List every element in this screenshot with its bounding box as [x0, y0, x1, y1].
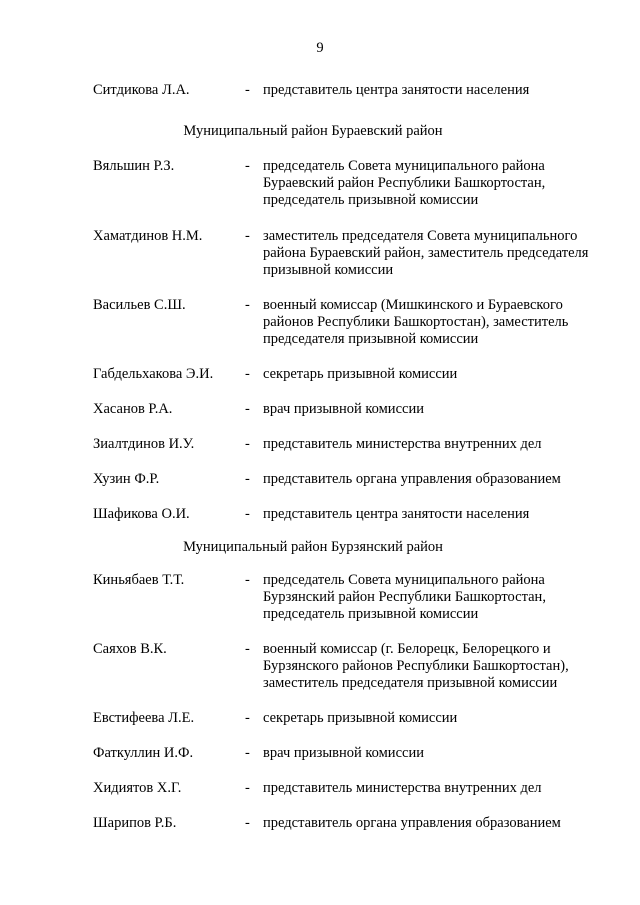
member-name: Евстифеева Л.Е. — [93, 710, 195, 726]
member-name: Хасанов Р.А. — [93, 401, 173, 417]
member-name: Шарипов Р.Б. — [93, 815, 177, 831]
member-name: Вяльшин Р.З. — [93, 158, 175, 174]
member-row — [93, 506, 633, 523]
separator-dash: - — [245, 471, 250, 487]
page-number: 9 — [316, 40, 324, 56]
member-row — [93, 82, 633, 99]
separator-dash: - — [245, 780, 250, 796]
member-name: Зиалтдинов И.У. — [93, 436, 195, 452]
separator-dash: - — [245, 158, 250, 174]
member-role: представитель органа управления образованием — [263, 815, 561, 831]
member-name: Васильев С.Ш. — [93, 297, 186, 313]
member-name: Хаматдинов Н.М. — [93, 228, 203, 244]
separator-dash: - — [245, 82, 250, 98]
member-role: представитель министерства внутренних дел — [263, 436, 542, 452]
member-role: представитель органа управления образованием — [263, 471, 561, 487]
separator-dash: - — [245, 401, 250, 417]
separator-dash: - — [245, 228, 250, 244]
separator-dash: - — [245, 366, 250, 382]
member-row — [93, 572, 633, 623]
member-role: представитель центра занятости населения — [263, 506, 530, 522]
member-role: секретарь призывной комиссии — [263, 710, 458, 726]
member-name: Хидиятов Х.Г. — [93, 780, 182, 796]
member-row — [93, 228, 633, 279]
member-row — [93, 436, 633, 453]
member-row — [93, 780, 633, 797]
separator-dash: - — [245, 506, 250, 522]
member-row — [93, 815, 633, 832]
member-row — [93, 641, 633, 692]
member-row — [93, 471, 633, 488]
member-name: Габдельхакова Э.И. — [93, 366, 214, 382]
member-role: председатель Совета муниципального района Бурзянский район Республики Башкортостан, председатель призывной комиссии — [263, 572, 546, 622]
member-name: Саяхов В.К. — [93, 641, 167, 657]
section-title: Муниципальный район Бураевский район — [183, 123, 443, 139]
member-role: председатель Совета муниципального района Бураевский район Республики Башкортостан, председатель призывной комиссии — [263, 158, 546, 208]
member-name: Хузин Ф.Р. — [93, 471, 160, 487]
separator-dash: - — [245, 745, 250, 761]
member-row — [93, 366, 633, 383]
member-row — [93, 297, 633, 348]
member-role: секретарь призывной комиссии — [263, 366, 458, 382]
separator-dash: - — [245, 710, 250, 726]
separator-dash: - — [245, 436, 250, 452]
member-role: представитель министерства внутренних дел — [263, 780, 542, 796]
separator-dash: - — [245, 297, 250, 313]
member-name: Киньябаев Т.Т. — [93, 572, 185, 588]
member-name: Шафикова О.И. — [93, 506, 190, 522]
commission-list — [93, 82, 633, 832]
member-row — [93, 710, 633, 727]
separator-dash: - — [245, 641, 250, 657]
member-role: врач призывной комиссии — [263, 401, 424, 417]
member-row — [93, 158, 633, 209]
separator-dash: - — [245, 572, 250, 588]
member-role: представитель центра занятости населения — [263, 82, 530, 98]
member-role: военный комиссар (Мишкинского и Бураевского районов Республики Башкортостан), заместитель председателя призывной комиссии — [263, 297, 569, 347]
member-row — [93, 745, 633, 762]
member-role: военный комиссар (г. Белорецк, Белорецкого и Бурзянского районов Республики Башкортостан), заместитель председателя призывной комиссии — [263, 641, 569, 691]
member-row — [93, 401, 633, 418]
section-title: Муниципальный район Бурзянский район — [183, 539, 443, 555]
member-role: врач призывной комиссии — [263, 745, 424, 761]
member-name: Фаткуллин И.Ф. — [93, 745, 194, 761]
member-name: Ситдикова Л.А. — [93, 82, 190, 98]
separator-dash: - — [245, 815, 250, 831]
member-role: заместитель председателя Совета муниципального района Бураевский район, заместитель председателя призывной комиссии — [263, 228, 589, 278]
